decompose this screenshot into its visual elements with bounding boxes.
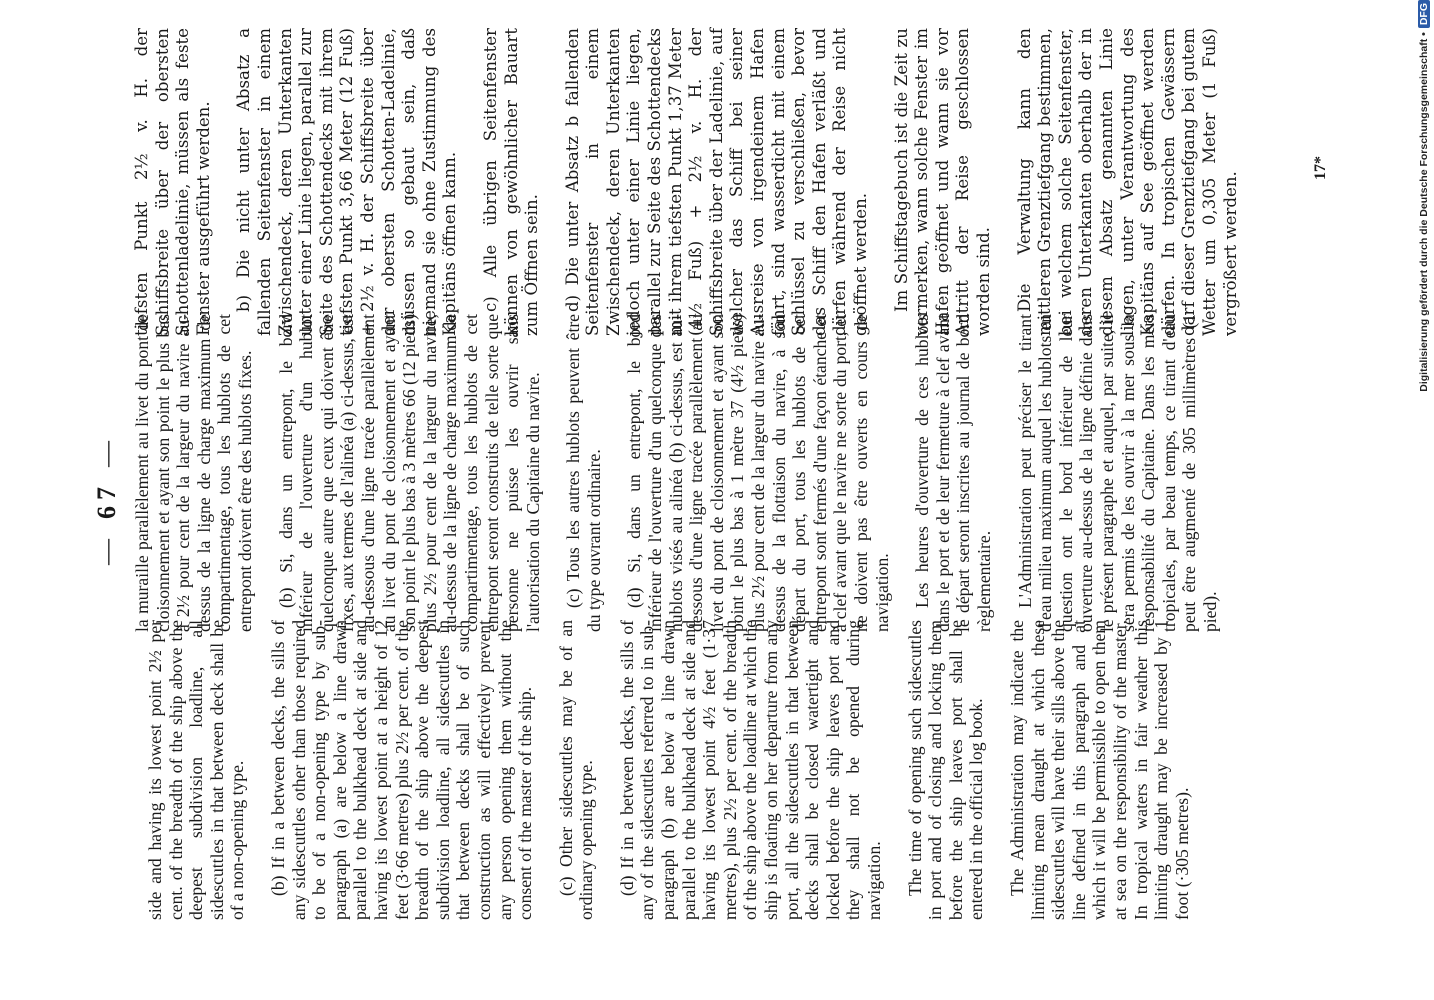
german-column bbox=[132, 28, 1261, 336]
german-paragraph: d) Die unter Absatz b fallenden Seitenfenster in einem Zwischendeck, deren Unterkanten jedoch unter einer Linie liegen, parallel zur Seite des Schottendecks mit ihrem tiefsten Punkt 1,37 Meter (4½ Fuß) + 2½ v. H. der Schiffsbreite über der Ladelinie, auf welcher das Schiff bei seiner Ausreise von irgendeinem Hafen fährt, sind wasserdicht mit einem Schlüssel zu verschließen, bevor das Schiff den Hafen verläßt und dürfen während der Reise nicht geöffnet werden. bbox=[562, 28, 870, 336]
credit-text: Digitalisierung gefördert durch die Deutsche Forschungsgemeinschaft • bbox=[1418, 32, 1430, 392]
german-paragraph: Im Schiffstagebuch ist die Zeit zu vermerken, wann solche Fenster im Hafen geöffnet und wann sie vor Antritt der Reise geschlossen worden sind. bbox=[891, 28, 993, 336]
english-paragraph: (c) Other sidescuttles may be of an ordinary opening type. bbox=[555, 620, 597, 920]
english-paragraph: The Administration may indicate the limiting mean draught at which these sidescuttles will have their sills above the line defined in this paragraph and at which it will be permissible to open them at sea on the responsibility of the master. In tropical waters in fair weather this limiting draught may be increased by 1 foot (·305 metres). bbox=[1006, 620, 1192, 920]
french-paragraph: (d) Si, dans un entrepont, le bord inférieur de l'ouverture d'un quelconque des hublots visés au alinéa (b) ci-dessus, est au-dessous d'une ligne tracée parallèlement au livet du pont de cloisonnement et ayant son point le plus bas à 1 mètre 37 (4½ pieds) plus 2½ pour cent de la largeur du navire au-dessus de la flottaison du navire, à son départ du port, tous les hublots de cet entrepont sont fermés d'une façon étanche et à clef avant que le navire ne sorte du port, et ne doivent pas être ouverts en cours de navigation. bbox=[624, 314, 892, 632]
page-number: —67— bbox=[92, 435, 121, 565]
english-paragraph: (d) If in a between decks, the sills of any of the sidescuttles referred to in sub-paragraph (b) are below a line drawn parallel to the bulkhead deck at side and having its lowest point 4½ feet (1·37 metres), plus 2½ per cent. of the breadth of the ship above the loadline at which the ship is floating on her departure from any port, all the sidescuttles in that between decks shall be closed watertight and locked before the ship leaves port and they shall not be opened during navigation. bbox=[616, 620, 884, 920]
german-paragraph: Die Verwaltung kann den mittleren Grenztiefgang bestimmen, bei welchem solche Seitenfenster, deren Unterkanten oberhalb der in diesem Absatz genannten Linie liegen, unter Verantwortung des Kapitäns auf See geöffnet werden dürfen. In tropischen Gewässern darf dieser Grenztiefgang bei gutem Wetter um 0,305 Meter (1 Fuß) vergrößert werden. bbox=[1014, 28, 1240, 336]
english-paragraph: (b) If in a between decks, the sills of any sidescuttles other than those required to be of a non-opening type by sub-paragraph (a) are below a line drawn parallel to the bulkhead deck at side and having its lowest point at a height of 12 feet (3·66 metres) plus 2½ per cent. of the breadth of the ship above the deepest subdivision loadline, all sidescuttles in that between decks shall be of such construction as will effectively prevent any person opening them without the consent of the master of the ship. bbox=[267, 620, 536, 920]
dfg-logo: DFG bbox=[1418, 0, 1430, 28]
german-paragraph: b) Die nicht unter Absatz a fallenden Seitenfenster in einem Zwischendeck, deren Unterkanten unter einer Linie liegen, parallel zur Seite des Schottendecks mit ihrem tiefsten Punkt 3,66 Meter (12 Fuß) + 2½ v. H. der Schiffsbreite über der obersten Schotten-Ladelinie, müssen so gebaut sein, daß niemand sie ohne Zustimmung des Kapitäns öffnen kann. bbox=[234, 28, 460, 336]
french-paragraph: L'Administration peut préciser le tirant d'eau milieu maximum auquel les hublots en question ont le bord inférieur de leur ouverture au-dessus de la ligne définie dans le présent paragraphe et auquel, par suite, il sera permis de les ouvrir à la mer sous la responsabilité du Capitaine. Dans les mers tropicales, par beau temps, ce tirant d'eau peut être augmenté de 305 millimètres (1 pied). bbox=[1014, 314, 1220, 632]
german-paragraph: c) Alle übrigen Seitenfenster können von gewöhnlicher Bauart zum Öffnen sein. bbox=[480, 28, 542, 336]
german-paragraph: tiefsten Punkt 2½ v. H. der Schiffsbreite über der obersten Schottenladelinie, müssen als feste Fenster ausgeführt werden. bbox=[132, 28, 213, 336]
french-paragraph: (c) Tous les autres hublots peuvent être du type ouvrant ordinaire. bbox=[563, 314, 604, 632]
french-paragraph: Les heures d'ouverture de ces hublots dans le port et de leur fermeture à clef avant le départ seront inscrites au journal de bord règlementaire. bbox=[912, 314, 994, 632]
signature-mark: 17* bbox=[1312, 156, 1329, 180]
french-column bbox=[132, 314, 1241, 632]
digitization-credit bbox=[1418, 0, 1430, 720]
french-paragraph: (b) Si, dans un entrepont, le bord inférieur de l'ouverture d'un hublot quelconque autre que ceux qui doivent être fixes, aux termes de l'alinéa (a) ci-dessus, est au-dessous d'une ligne tracée parallèlement au livet du pont de cloisonnement et ayant son point le plus bas à 3 mètres 66 (12 pieds) plus 2½ pour cent de la largeur du navire, au-dessus de la ligne de charge maximum de compartimentage, tous les hublots de cet entrepont seront construits de telle sorte que personne ne puisse les ouvrir sans l'autorisation du Capitaine du navire. bbox=[275, 314, 543, 632]
french-paragraph: la muraille parallèlement au livet du pont de cloisonnement et ayant son point le plus bas à 2½ pour cent de la largeur du navire au-dessus de la ligne de charge maximum de compartimentage, tous les hublots de cet entrepont doivent être des hublots fixes. bbox=[132, 314, 255, 632]
english-column bbox=[145, 620, 1212, 920]
english-paragraph: side and having its lowest point 2½ per cent. of the breadth of the ship above the deepest subdivision loadline, all sidescuttles in that between deck shall be of a non-opening type. bbox=[145, 620, 248, 920]
english-paragraph: The time of opening such sidescuttles in port and of closing and locking them before the ship leaves port shall be entered in the official log book. bbox=[904, 620, 987, 920]
